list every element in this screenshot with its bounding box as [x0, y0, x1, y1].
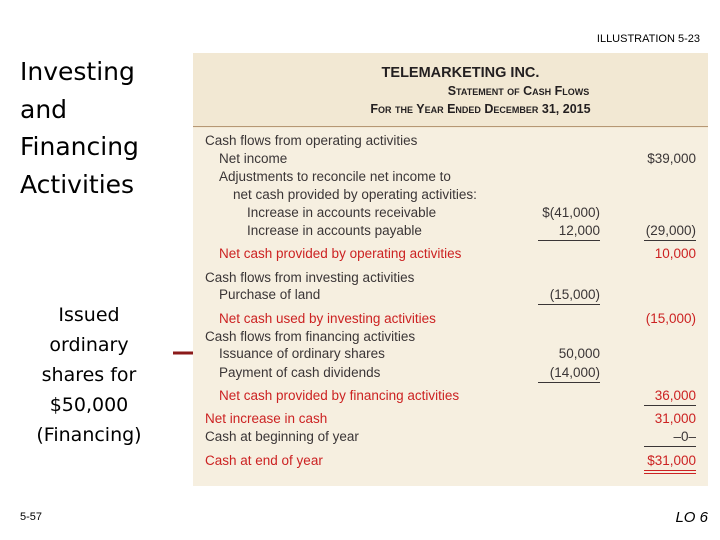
row-label: Purchase of land — [219, 287, 321, 302]
row-label: net cash provided by operating activities: — [233, 187, 477, 202]
row-amount: 12,000 — [558, 223, 600, 238]
title-line: Financing — [20, 132, 139, 161]
row-total: (29,000) — [645, 223, 696, 238]
cash-flow-statement — [193, 53, 708, 486]
row-total: 36,000 — [654, 388, 696, 403]
row-amount: (15,000) — [549, 287, 600, 302]
row-amount: $(41,000) — [542, 205, 600, 220]
header-divider — [193, 126, 708, 127]
row-total: –0– — [673, 429, 696, 444]
statement-row — [193, 328, 708, 346]
row-label: Cash at end of year — [205, 453, 323, 468]
slide-title — [20, 53, 139, 203]
title-line: Investing — [20, 57, 135, 86]
row-label: Net increase in cash — [205, 411, 328, 426]
row-label: Net cash provided by financing activities — [219, 388, 460, 403]
row-label: Cash flows from financing activities — [205, 329, 416, 344]
statement-row — [193, 204, 708, 222]
statement-row — [193, 150, 708, 168]
row-label: Issuance of ordinary shares — [219, 346, 385, 361]
statement-row — [193, 410, 708, 428]
row-label: Net cash used by investing activities — [219, 311, 436, 326]
underline — [644, 446, 696, 447]
statement-row — [193, 168, 708, 186]
row-label: Net income — [219, 151, 288, 166]
row-amount: (14,000) — [549, 365, 600, 380]
statement-row — [193, 310, 708, 328]
callout-note — [30, 300, 148, 450]
row-total: $31,000 — [647, 453, 696, 468]
note-line: shares for — [41, 364, 137, 386]
row-total: $39,000 — [647, 151, 696, 166]
statement-row — [193, 132, 708, 150]
double-underline — [644, 470, 696, 471]
note-line: ordinary — [49, 334, 129, 356]
row-total: 31,000 — [654, 411, 696, 426]
underline — [538, 304, 600, 305]
page-number: 5-57 — [20, 511, 43, 523]
underline — [644, 240, 696, 241]
row-label: Increase in accounts payable — [247, 223, 422, 238]
statement-header — [193, 53, 708, 128]
note-line: Issued — [58, 304, 120, 326]
row-amount: 50,000 — [558, 346, 600, 361]
statement-row — [193, 186, 708, 204]
statement-row — [193, 428, 708, 446]
row-label: Net cash provided by operating activities — [219, 246, 462, 261]
row-label: Cash flows from investing activities — [205, 270, 415, 285]
statement-row — [193, 245, 708, 263]
row-label: Payment of cash dividends — [219, 365, 381, 380]
company-name: TELEMARKETING INC. — [381, 65, 540, 81]
underline — [538, 240, 600, 241]
underline — [644, 405, 696, 406]
double-underline — [644, 473, 696, 474]
statement-period: For the Year Ended December 31, 2015 — [370, 102, 591, 116]
statement-row — [193, 387, 708, 405]
statement-row — [193, 269, 708, 287]
statement-row — [193, 345, 708, 363]
illustration-label: ILLUSTRATION 5-23 — [596, 33, 700, 45]
statement-row — [193, 222, 708, 240]
note-line: (Financing) — [36, 424, 142, 446]
row-label: Cash at beginning of year — [205, 429, 359, 444]
title-line: Activities — [20, 169, 135, 199]
underline — [538, 382, 600, 383]
statement-title: Statement of Cash Flows — [447, 84, 590, 98]
row-total: (15,000) — [645, 311, 696, 326]
row-label: Adjustments to reconcile net income to — [219, 169, 451, 184]
statement-row — [193, 364, 708, 382]
title-line: and — [20, 94, 68, 124]
learning-objective: LO 6 — [675, 509, 708, 526]
note-line: $50,000 — [49, 394, 129, 416]
statement-row — [193, 452, 708, 470]
row-total: 10,000 — [654, 246, 696, 261]
statement-row — [193, 286, 708, 304]
row-label: Increase in accounts receivable — [247, 205, 437, 220]
row-label: Cash flows from operating activities — [205, 133, 418, 148]
